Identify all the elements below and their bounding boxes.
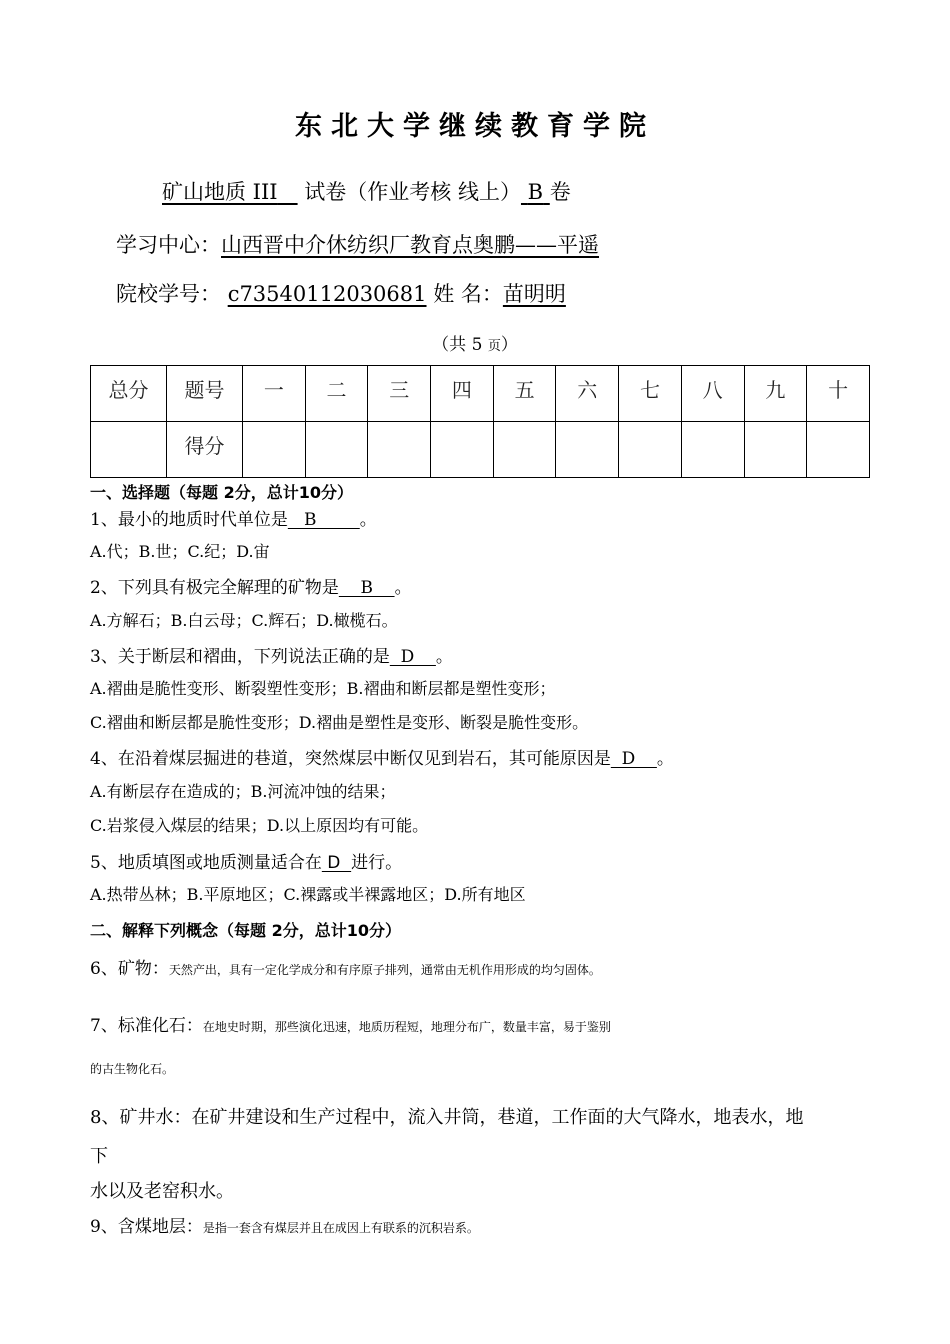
name-value: 苗明明 bbox=[502, 282, 566, 306]
center-label: 学习中心： bbox=[116, 233, 221, 257]
header-cell: 四 bbox=[431, 366, 494, 422]
score-cell bbox=[431, 422, 494, 478]
question-7: 7、标准化石：在地史时期，那些演化迅速，地质历程短，地理分布广，数量丰富，易于鉴别 bbox=[90, 1016, 611, 1036]
header-cell: 九 bbox=[744, 366, 807, 422]
score-cell bbox=[243, 422, 306, 478]
header-cell: 十 bbox=[807, 366, 870, 422]
definition-9: 是指一套含有煤层并且在成因上有联系的沉积岩系。 bbox=[202, 1221, 479, 1235]
page-count: （共 5 页） bbox=[432, 335, 518, 355]
header-cell: 二 bbox=[305, 366, 368, 422]
options-4b: C.岩浆侵入煤层的结果；D.以上原因均有可能。 bbox=[90, 816, 429, 835]
center-value: 山西晋中介休纺织厂教育点奥鹏——平遥 bbox=[221, 233, 599, 257]
score-value-row bbox=[91, 422, 870, 478]
name-label: 姓 名： bbox=[433, 282, 503, 306]
id-label: 院校学号： bbox=[116, 282, 221, 306]
definition-6: 天然产出，具有一定化学成分和有序原子排列，通常由无机作用形成的均匀固体。 bbox=[168, 963, 601, 977]
score-table bbox=[90, 365, 870, 478]
total-score-cell bbox=[91, 422, 167, 478]
score-cell bbox=[807, 422, 870, 478]
score-cell bbox=[681, 422, 744, 478]
answer-2: B bbox=[338, 578, 395, 598]
question-1: 1、最小的地质时代单位是 B 。 bbox=[90, 510, 377, 530]
exam-type: 试卷（作业考核 线上） bbox=[304, 180, 521, 204]
question-3: 3、关于断层和褶曲，下列说法正确的是 D 。 bbox=[90, 647, 453, 667]
header-cell: 三 bbox=[368, 366, 431, 422]
question-2: 2、下列具有极完全解理的矿物是 B 。 bbox=[90, 578, 412, 598]
paper-letter: B bbox=[527, 180, 544, 204]
answer-5: D bbox=[321, 853, 352, 873]
score-cell bbox=[368, 422, 431, 478]
section-heading: 二、解释下列概念（每题 2分，总计10分） bbox=[90, 921, 401, 940]
page-title: 东北大学继续教育学院 bbox=[295, 111, 655, 142]
question-8-line1: 8、矿井水：在矿井建设和生产过程中，流入井筒，巷道，工作面的大气降水，地表水，地 bbox=[90, 1107, 804, 1128]
options-2: A.方解石；B.白云母；C.辉石；D.橄榄石。 bbox=[90, 611, 398, 630]
header-cell: 七 bbox=[619, 366, 682, 422]
header-cell: 六 bbox=[556, 366, 619, 422]
question-9: 9、含煤地层：是指一套含有煤层并且在成因上有联系的沉积岩系。 bbox=[90, 1217, 479, 1237]
header-cell: 五 bbox=[493, 366, 556, 422]
id-line bbox=[116, 278, 566, 308]
course-name: 矿山地质 III bbox=[162, 180, 278, 204]
course-line bbox=[162, 176, 571, 206]
definition-7-cont: 的古生物化石。 bbox=[90, 1062, 175, 1076]
question-6: 6、矿物：天然产出，具有一定化学成分和有序原子排列，通常由无机作用形成的均匀固体。 bbox=[90, 959, 601, 979]
options-1: A.代；B.世；C.纪；D.宙 bbox=[90, 542, 270, 561]
options-3a: A.褶曲是脆性变形、断裂塑性变形；B.褶曲和断层都是塑性变形； bbox=[90, 679, 556, 698]
answer-3: D bbox=[389, 647, 436, 667]
question-8-line3: 水以及老窑积水。 bbox=[90, 1181, 234, 1202]
paper-suffix: 卷 bbox=[549, 180, 571, 204]
question-4: 4、在沿着煤层掘进的巷道，突然煤层中断仅见到岩石，其可能原因是 D 。 bbox=[90, 749, 674, 769]
score-cell bbox=[305, 422, 368, 478]
header-cell: 总分 bbox=[91, 366, 167, 422]
center-line bbox=[116, 229, 599, 259]
score-cell bbox=[493, 422, 556, 478]
score-cell bbox=[619, 422, 682, 478]
options-3b: C.褶曲和断层都是脆性变形；D.褶曲是塑性是变形、断裂是脆性变形。 bbox=[90, 713, 589, 732]
score-header-row bbox=[91, 366, 870, 422]
definition-7: 在地史时期，那些演化迅速，地质历程短，地理分布广，数量丰富，易于鉴别 bbox=[202, 1020, 611, 1034]
answer-1: B bbox=[287, 510, 360, 530]
id-value: c73540112030681 bbox=[227, 282, 427, 306]
options-5: A.热带丛林；B.平原地区；C.裸露或半裸露地区；D.所有地区 bbox=[90, 885, 526, 904]
header-cell: 八 bbox=[681, 366, 744, 422]
score-label-cell: 得分 bbox=[167, 422, 243, 478]
question-5: 5、地质填图或地质测量适合在 D 进行。 bbox=[90, 853, 403, 873]
question-8-line2: 下 bbox=[90, 1146, 108, 1167]
course-pad bbox=[278, 180, 298, 204]
section-heading: 一、选择题（每题 2分，总计10分） bbox=[90, 483, 353, 502]
header-cell: 一 bbox=[243, 366, 306, 422]
score-cell bbox=[744, 422, 807, 478]
score-cell bbox=[556, 422, 619, 478]
options-4a: A.有断层存在造成的；B.河流冲蚀的结果； bbox=[90, 782, 396, 801]
header-cell: 题号 bbox=[167, 366, 243, 422]
answer-4: D bbox=[610, 749, 657, 769]
